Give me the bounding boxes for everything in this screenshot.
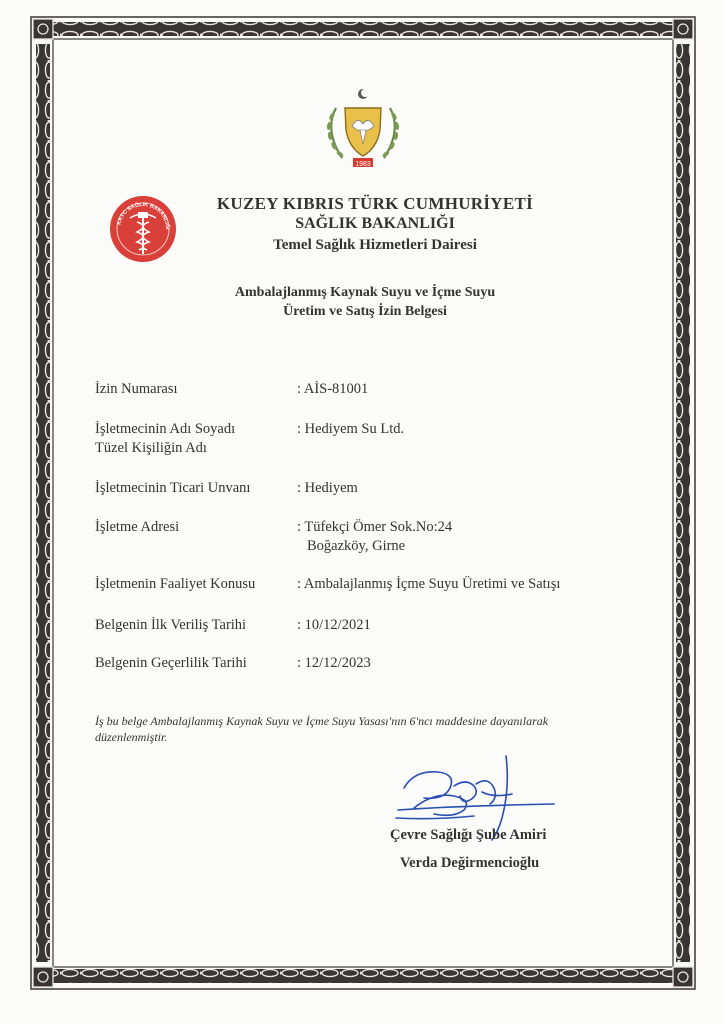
field-label: İşletmecinin Ticari Unvanı bbox=[95, 480, 251, 496]
svg-text:1983: 1983 bbox=[355, 161, 371, 168]
issuer-header bbox=[160, 194, 590, 256]
document-title-line2: Üretim ve Satış İzin Belgesi bbox=[283, 304, 447, 319]
field-label: İşletme Adresi bbox=[95, 519, 180, 535]
field-label: Belgenin İlk Veriliş Tarihi bbox=[95, 617, 247, 633]
field-label: Belgenin Geçerlilik Tarihi bbox=[95, 655, 247, 671]
field-value: : Ambalajlanmış İçme Suyu Üretimi ve Satışı bbox=[297, 576, 561, 592]
field-value-line1: : Tüfekçi Ömer Sok.No:24 bbox=[297, 519, 453, 535]
field-label: İşletmenin Faaliyet Konusu bbox=[95, 576, 256, 592]
field-value: : 12/12/2023 bbox=[297, 655, 371, 671]
signatory-name: Verda Değirmencioğlu bbox=[400, 855, 540, 871]
country-name: KUZEY KIBRIS TÜRK CUMHURİYETİ bbox=[216, 194, 534, 213]
legal-note: İş bu belge Ambalajlanmış Kaynak Suyu ve İçme Suyu Yasası'nın 6'ncı maddesine dayanılarak düzenlenmiştir. bbox=[95, 714, 549, 744]
field-value: : 10/12/2021 bbox=[297, 617, 371, 633]
field-value: : AİS-81001 bbox=[297, 381, 369, 397]
field-label: İzin Numarası bbox=[95, 381, 178, 397]
field-value: : Hediyem bbox=[297, 480, 358, 496]
ministry-name: SAĞLIK BAKANLIĞI bbox=[295, 215, 455, 232]
state-emblem-icon bbox=[316, 86, 410, 172]
field-value bbox=[297, 518, 657, 556]
document-title bbox=[160, 283, 570, 321]
signatory-title: Çevre Sağlığı Şube Amiri bbox=[390, 827, 547, 843]
field-label bbox=[95, 420, 295, 458]
document-title-line1: Ambalajlanmış Kaynak Suyu ve İçme Suyu bbox=[234, 285, 496, 300]
svg-text:KKTC SAĞLIK BAKANLIĞI: KKTC SAĞLIK BAKANLIĞI bbox=[116, 201, 171, 230]
field-label-line1: İşletmecinin Adı Soyadı bbox=[95, 421, 236, 437]
field-label-line2: Tüzel Kişiliğin Adı bbox=[95, 440, 207, 456]
field-value: : Hediyem Su Ltd. bbox=[297, 421, 405, 437]
field-value-line2: Boğazköy, Girne bbox=[307, 538, 406, 554]
department-name: Temel Sağlık Hizmetleri Dairesi bbox=[273, 237, 477, 253]
